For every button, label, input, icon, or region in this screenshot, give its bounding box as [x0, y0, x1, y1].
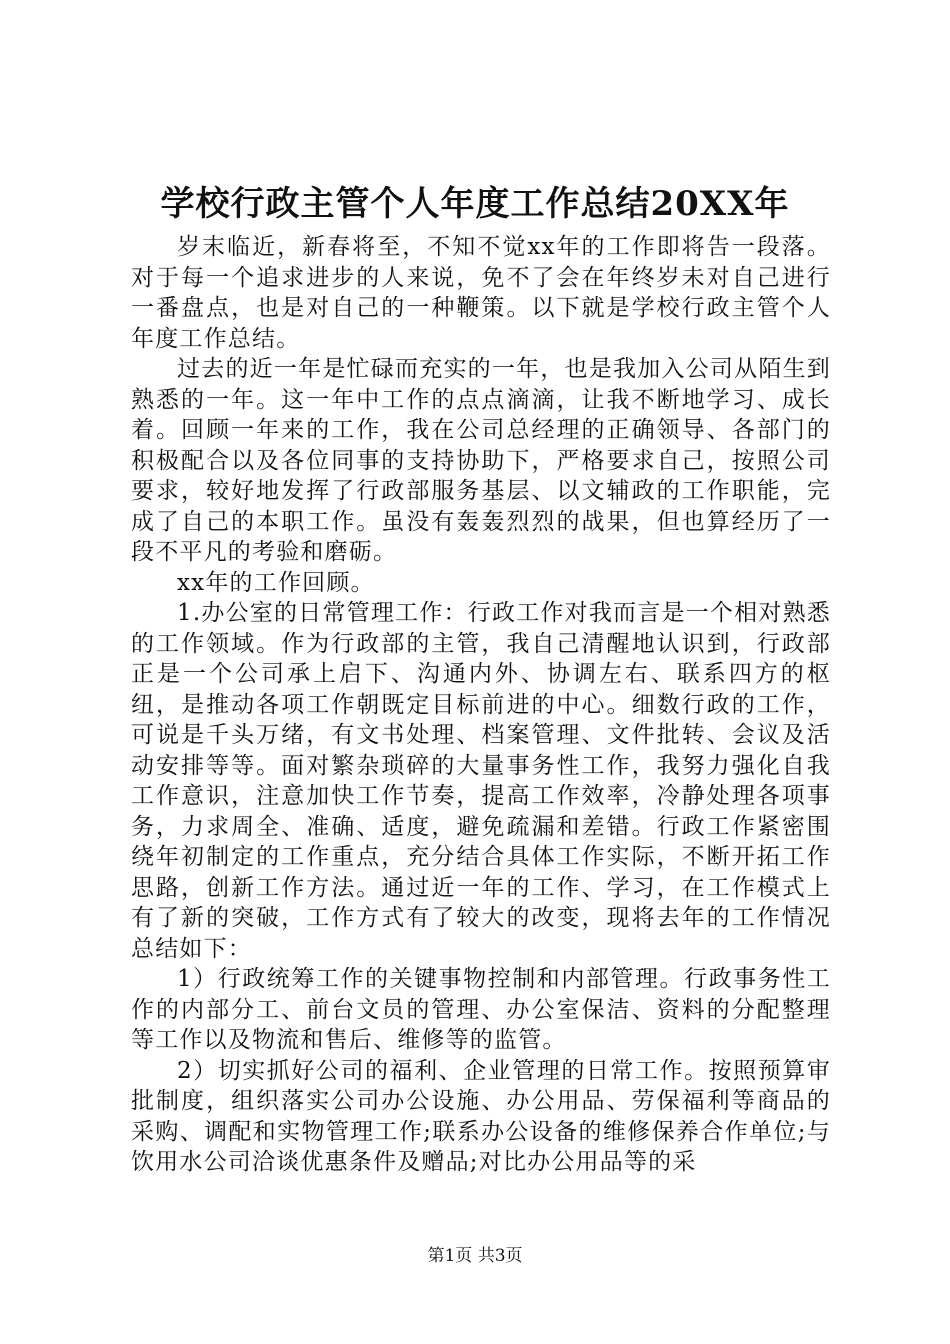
page-number-footer: 第1页 共3页 — [427, 1246, 523, 1266]
paragraph-intro: 岁末临近，新春将至，不知不觉xx年的工作即将告一段落。对于每一个追求进步的人来说，免不了会在年终岁未对自己进行一番盘点，也是对自己的一种鞭策。以下就是学校行政主管个人年度工作总结。 — [131, 234, 831, 352]
paragraph-office-management: 1.办公室的日常管理工作：行政工作对我而言是一个相对熟悉的工作领域。作为行政部的主管，我自己清醒地认识到，行政部正是一个公司承上启下、沟通内外、协调左右、联系四方的枢纽，是推动各项工作朝既定目标前进的中心。细数行政的工作，可说是千头万绪，有文书处理、档案管理、文件批转、会议及活动安排等等。面对繁杂琐碎的大量事务性工作，我努力强化自我工作意识，注意加快工作节奏，提高工作效率，冷静处理各项事务，力求周全、准确、适度，避免疏漏和差错。行政工作紧密围绕年初制定的工作重点，充分结合具体工作实际，不断开拓工作思路，创新工作方法。通过近一年的工作、学习，在工作模式上有了新的突破，工作方式有了较大的改变，现将去年的工作情况总结如下： — [131, 600, 831, 962]
document-body — [131, 232, 831, 1178]
paragraph-review: 过去的近一年是忙碌而充实的一年，也是我加入公司从陌生到熟悉的一年。这一年中工作的点点滴滴，让我不断地学习、成长着。回顾一年来的工作，我在公司总经理的正确领导、各部门的积极配合以及各位同事的支持协助下，严格要求自己，按照公司要求，较好地发挥了行政部服务基层、以文辅政的工作职能，完成了自己的本职工作。虽没有轰轰烈烈的战果，但也算经历了一段不平凡的考验和磨砺。 — [131, 356, 831, 565]
document-title: 学校行政主管个人年度工作总结20XX年 — [160, 184, 790, 224]
paragraph-item-2: 2）切实抓好公司的福利、企业管理的日常工作。按照预算审批制度，组织落实公司办公设施、办公用品、劳保福利等商品的采购、调配和实物管理工作;联系办公设备的维修保养合作单位;与饮用水公司洽谈优惠条件及赠品;对比办公用品等的采 — [131, 1057, 831, 1175]
paragraph-section-heading: xx年的工作回顾。 — [177, 569, 375, 596]
paragraph-item-1: 1）行政统筹工作的关键事物控制和内部管理。行政事务性工作的内部分工、前台文员的管理、办公室保洁、资料的分配整理等工作以及物流和售后、维修等的监管。 — [131, 966, 831, 1053]
